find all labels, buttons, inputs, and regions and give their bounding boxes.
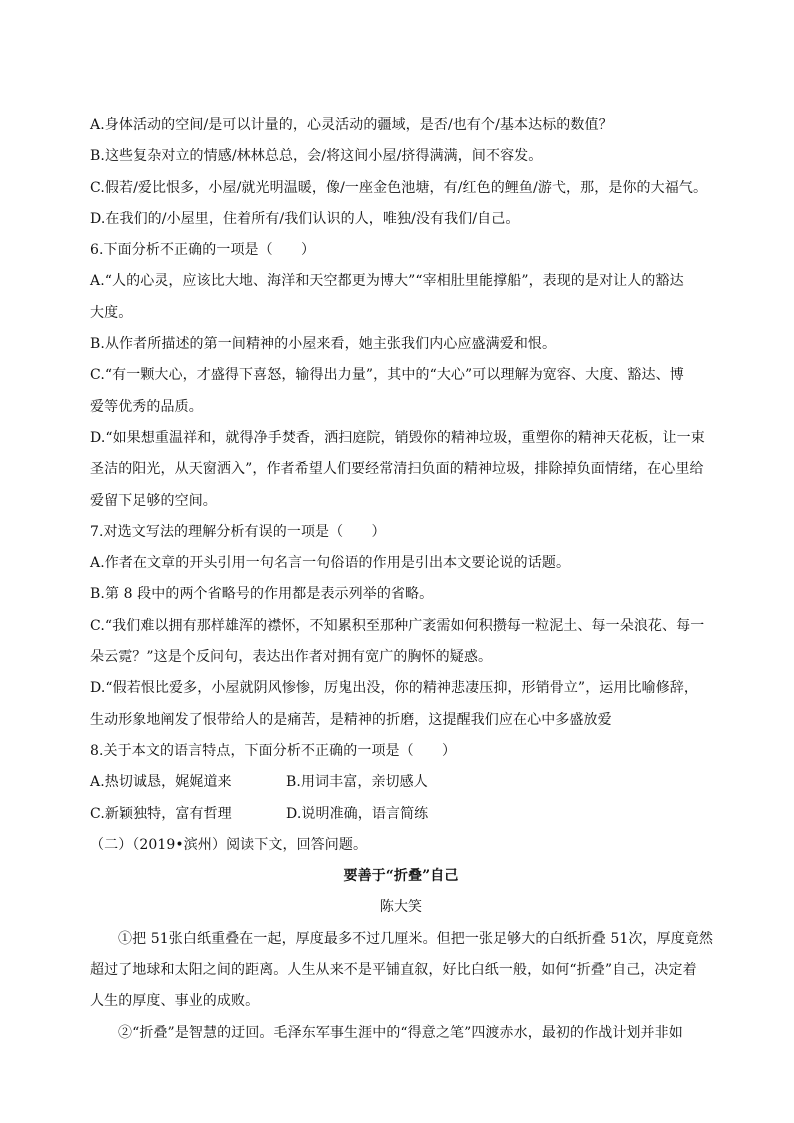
- q6-option-a: A.“人的心灵，应该比大地、海洋和天空都更为博大”“宰相肚里能撑船”，表现的是对让人的豁达: [90, 273, 684, 290]
- q7-option-d: D.“假若恨比爱多，小屋就阴风惨惨，厉鬼出没，你的精神悲凄压抑，形销骨立”，运用比喻修辞，: [90, 680, 698, 697]
- q7-option-c-cont: 朵云霓？”这是个反问句，表达出作者对拥有宽广的胸怀的疑惑。: [90, 649, 493, 666]
- q6-option-d-cont: 爱留下足够的空间。: [90, 492, 217, 509]
- q6-option-a-cont: 大度。: [90, 304, 133, 321]
- section-2-heading: （二）（2019•滨州）阅读下文，回答问题。: [90, 836, 368, 853]
- q7-option-d-cont: 生动形象地阐发了恨带给人的是痛苦，是精神的折磨，这提醒我们应在心中多盛放爱: [90, 711, 612, 728]
- q8-option-b: B.用词丰富，亲切感人: [286, 774, 428, 791]
- q8-options-row-2: [90, 799, 712, 830]
- article-title: 要善于“折叠”自己: [343, 868, 459, 885]
- q8-option-c: C.新颖独特，富有哲理: [90, 805, 232, 822]
- article-author: 陈大笑: [379, 899, 423, 916]
- question-8: 8.关于本文的语言特点，下面分析不正确的一项是（ ）: [90, 742, 457, 759]
- q6-option-c-cont: 爱等优秀的品质。: [90, 398, 203, 415]
- question-6: 6.下面分析不正确的一项是（ ）: [90, 242, 316, 259]
- q5-option-c: C.假若/爱比恨多，小屋/就光明温暖，像/一座金色池塘，有/红色的鲤鱼/游弋，那，是你的大福气。: [90, 179, 708, 196]
- question-7: 7.对选文写法的理解分析有误的一项是（ ）: [90, 523, 386, 540]
- q7-option-b: B.第 8 段中的两个省略号的作用都是表示列举的省略。: [90, 586, 434, 603]
- q7-option-c: C.“我们难以拥有那样雄浑的襟怀，不知累积至那种广袤需如何积攒每一粒泥土、每一朵浪花、每一: [90, 617, 705, 634]
- paragraph-1: ①把 51张白纸重叠在一起，厚度最多不过几厘米。但把一张足够大的白纸折叠 51次，厚度竟然: [118, 930, 714, 947]
- paragraph-2: ②“折叠”是智慧的迂回。毛泽东军事生涯中的“得意之笔”四渡赤水，最初的作战计划并非如: [118, 1024, 683, 1041]
- q6-option-d: D.“如果想重温祥和，就得净手焚香，洒扫庭院，销毁你的精神垃圾，重塑你的精神天花板，让一束: [90, 429, 705, 446]
- q8-options-row-1: [90, 767, 712, 798]
- q5-option-b: B.这些复杂对立的情感/林林总总，会/将这间小屋/挤得满满，间不容发。: [90, 148, 543, 165]
- q6-option-b: B.从作者所描述的第一间精神的小屋来看，她主张我们内心应盛满爱和恨。: [90, 336, 557, 353]
- q6-option-d-cont: 圣洁的阳光，从天窗洒入”，作者希望人们要经常清扫负面的精神垃圾，排除掉负面情绪，在心里给: [90, 461, 704, 478]
- paragraph-1-cont: 超过了地球和太阳之间的距离。人生从来不是平铺直叙，好比白纸一般，如何“折叠”自己，决定着: [90, 962, 697, 979]
- paragraph-1-cont: 人生的厚度、事业的成败。: [90, 993, 260, 1010]
- q5-option-a: A.身体活动的空间/是可以计量的，心灵活动的疆域，是否/也有个/基本达标的数值？: [90, 117, 613, 133]
- q5-option-d: D.在我们的/小屋里，住着所有/我们认识的人，唯独/没有我们/自己。: [90, 210, 520, 227]
- q6-option-c: C.“有一颗大心，才盛得下喜怒，输得出力量”，其中的“大心”可以理解为宽容、大度、豁达、博: [90, 367, 684, 384]
- q7-option-a: A.作者在文章的开头引用一句名言一句俗语的作用是引出本文要论说的话题。: [90, 555, 571, 572]
- q8-option-d: D.说明准确，语言简练: [286, 805, 429, 822]
- q8-option-a: A.热切诚恳，娓娓道来: [90, 774, 232, 791]
